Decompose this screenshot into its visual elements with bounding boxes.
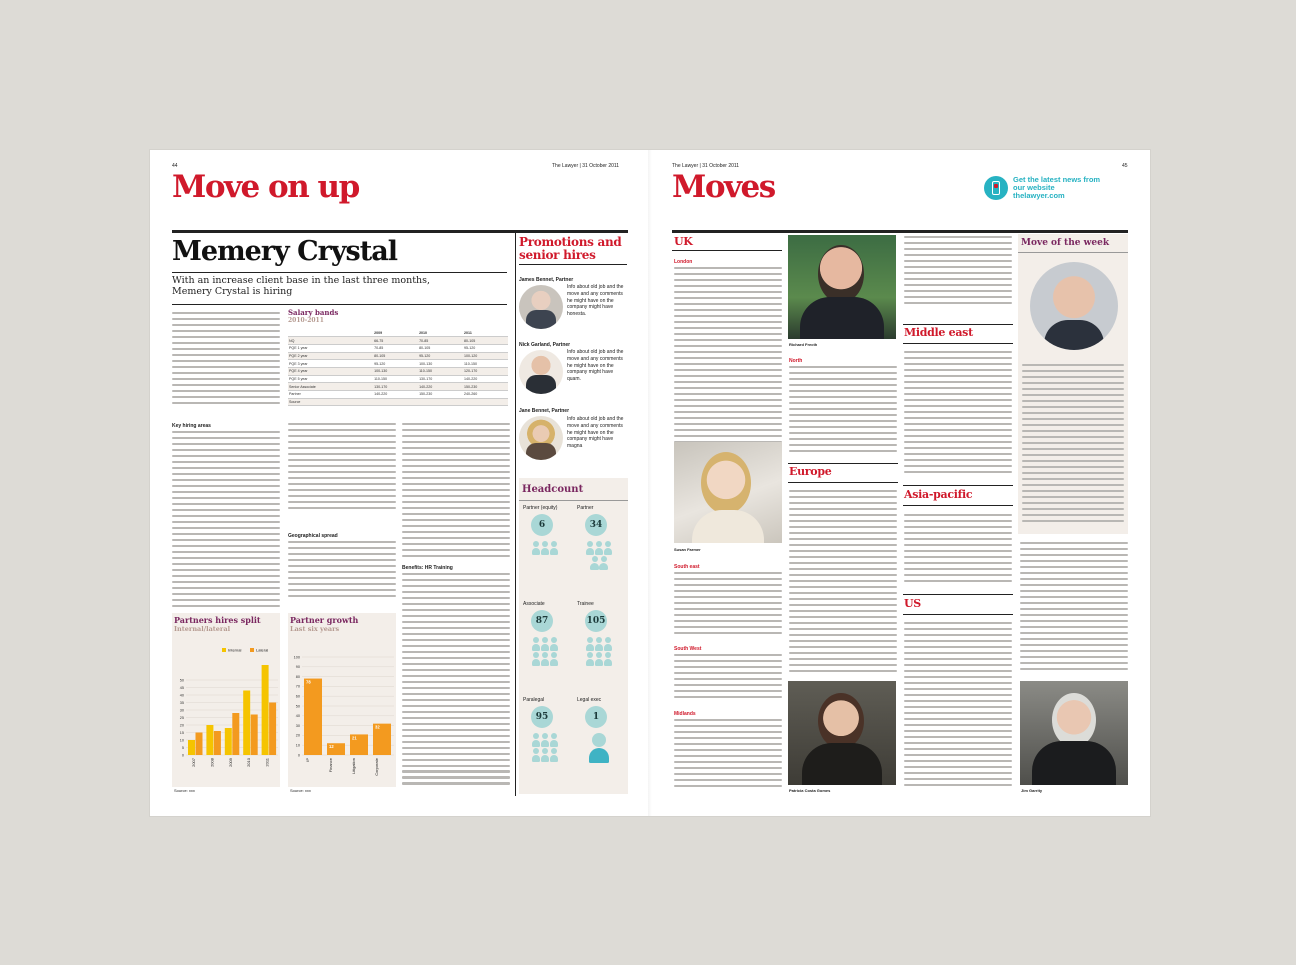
salary-col-header: 2010 [418, 329, 463, 337]
headline-rule [172, 272, 507, 273]
bar-lateral [269, 703, 276, 756]
salary-cell: 100-120 [463, 352, 508, 360]
bar-internal [225, 728, 232, 755]
headcount-label: Partner (equity) [523, 505, 558, 511]
salary-cell [463, 398, 508, 406]
y-tick-label: 10 [179, 738, 184, 743]
body-col-3a [402, 423, 510, 563]
headcount-title: Headcount [522, 484, 584, 495]
salary-cell [373, 398, 418, 406]
salary-row [288, 375, 508, 383]
web-promo-text: Get the latest news from our website thelawyer.com [1013, 175, 1101, 200]
partners-chart-title [174, 616, 261, 633]
salary-cell: Partner [288, 391, 373, 399]
partners-source: Source: xxx [174, 788, 195, 793]
headcount-cell [523, 601, 573, 671]
ap-rule-top [903, 485, 1013, 486]
salary-cell: NQ [288, 337, 373, 345]
x-tick-label: Corporate [374, 758, 379, 776]
salary-row [288, 398, 508, 406]
col4-text [1020, 542, 1128, 674]
section-us: US [904, 597, 921, 610]
headcount-cell [523, 697, 573, 767]
y-tick-label: 100 [293, 655, 300, 660]
salary-cell: 110-150 [418, 367, 463, 375]
salary-cell: 80-105 [418, 344, 463, 352]
data-label: 78 [306, 679, 311, 685]
y-tick-label: 70 [295, 684, 300, 689]
page-number-right: 45 [1122, 163, 1128, 169]
headcount-value: 105 [585, 610, 607, 632]
salary-cell: 110-150 [373, 375, 418, 383]
sub-south-west: South West [674, 646, 702, 652]
body-col-1 [172, 431, 280, 611]
growth-chart-subtitle: Last six years [290, 625, 340, 633]
x-tick-label: 2009 [227, 758, 233, 767]
salary-col-header [288, 329, 373, 337]
salary-cell: PQE 4 year [288, 367, 373, 375]
salary-cell: 66-75 [373, 337, 418, 345]
sidebar-title-rule [519, 264, 627, 265]
bar-internal [243, 691, 250, 756]
y-tick-label: 15 [179, 730, 184, 735]
photo-richard-lewis [1030, 262, 1118, 350]
salary-cell: 150-230 [463, 383, 508, 391]
legend-swatch [250, 648, 254, 652]
salary-cell: 150-230 [418, 391, 463, 399]
promo-3-name: Jane Bennet, Partner [519, 408, 570, 414]
growth-source: Source: xxx [290, 788, 311, 793]
masthead-right: Moves [672, 169, 775, 205]
bar-lateral [196, 733, 203, 756]
caption-patricia: Patricia Costa Gomes [789, 788, 831, 793]
salary-cell: PQE 1 year [288, 344, 373, 352]
y-tick-label: 45 [179, 685, 184, 690]
headcount-value: 1 [585, 706, 607, 728]
bar [304, 679, 322, 755]
photo-richard-frecth [788, 235, 896, 339]
salary-cell: 110-150 [463, 360, 508, 368]
move-of-week-text [1022, 364, 1124, 529]
salary-cell: 80-105 [373, 352, 418, 360]
section-uk: UK [674, 235, 693, 248]
sub-south-east: South east [674, 564, 700, 570]
body-col-3b [402, 573, 510, 793]
promo-1-photo [519, 285, 563, 329]
us-text [904, 622, 1012, 794]
europe-text [789, 490, 897, 675]
photo-patricia-costa-gomes [788, 681, 896, 785]
sw-text [674, 654, 782, 704]
salary-cell [418, 398, 463, 406]
y-tick-label: 50 [179, 678, 184, 683]
y-tick-label: 35 [179, 700, 184, 705]
x-tick-label: 2008 [209, 758, 215, 767]
y-tick-label: 20 [179, 723, 184, 728]
sidebar-title: Promotions and senior hires [519, 235, 622, 262]
midlands-text [674, 719, 782, 795]
salary-row [288, 367, 508, 375]
y-tick-label: 0 [181, 753, 184, 758]
subhead-key-hiring: Key hiring areas [172, 423, 211, 429]
partners-chart-subtitle: Internal/lateral [174, 625, 231, 633]
y-tick-label: 30 [179, 708, 184, 713]
headcount-label: Trainee [577, 601, 594, 607]
legend-swatch [222, 648, 226, 652]
bar-internal [206, 725, 213, 755]
folio: The Lawyer | 31 October 2011 [552, 163, 620, 169]
se-text [674, 572, 782, 638]
section-asia-pacific: Asia-pacific [904, 488, 973, 501]
x-tick-label: IP [305, 758, 310, 762]
salary-row [288, 360, 508, 368]
y-tick-label: 30 [295, 723, 300, 728]
y-tick-label: 40 [179, 693, 184, 698]
web-promo[interactable] [984, 176, 1105, 200]
headcount-cell [577, 601, 627, 671]
data-label: 21 [352, 735, 357, 741]
x-tick-label: Finance [328, 758, 333, 773]
me-rule [903, 343, 1013, 344]
headcount-value: 95 [531, 706, 553, 728]
body-col-2b [288, 541, 396, 601]
me-rule-top [903, 324, 1013, 325]
europe-rule [788, 482, 898, 483]
subhead-geo: Geographical spread [288, 533, 338, 539]
right-page [672, 150, 1128, 816]
legend-label: Lateral [256, 647, 269, 653]
bar-lateral [251, 715, 258, 756]
ap-rule [903, 505, 1013, 506]
people-icon [577, 733, 627, 777]
mow-rule [1018, 252, 1128, 253]
people-icon [523, 541, 573, 585]
y-tick-label: 0 [297, 753, 300, 758]
salary-cell: 80-105 [463, 337, 508, 345]
y-tick-label: 20 [295, 733, 300, 738]
salary-cell: 140-220 [418, 383, 463, 391]
salary-cell: 100-130 [418, 360, 463, 368]
x-tick-label: Litigation [351, 758, 356, 775]
data-label: 12 [329, 744, 334, 750]
bar-lateral [214, 731, 221, 755]
salary-row [288, 344, 508, 352]
promo-3-photo [519, 416, 563, 460]
people-icon [523, 637, 573, 681]
salary-cell: PQE 3 year [288, 360, 373, 368]
salary-cell: 130-170 [373, 383, 418, 391]
bar-internal [262, 665, 269, 755]
salary-row [288, 337, 508, 345]
promo-2-name: Nick Garland, Partner [519, 342, 571, 348]
sub-midlands: Midlands [674, 711, 696, 717]
partners-chart [172, 635, 280, 785]
move-of-week-title: Move of the week [1021, 238, 1110, 248]
asia-pacific-text [904, 514, 1012, 590]
y-tick-label: 50 [295, 704, 300, 709]
salary-cell: 70-85 [418, 337, 463, 345]
headcount-value: 87 [531, 610, 553, 632]
salary-cell: Source [288, 398, 373, 406]
headcount-cell [523, 505, 573, 575]
headcount-cell [577, 697, 627, 767]
move-of-week-box [1018, 234, 1128, 534]
salary-cell: 140-220 [463, 375, 508, 383]
partners-chart-title-text: Partners hires split [174, 615, 261, 625]
salary-table [288, 308, 508, 406]
y-tick-label: 25 [179, 715, 184, 720]
salary-cell: 70-85 [373, 344, 418, 352]
y-tick-label: 60 [295, 694, 300, 699]
standfirst: With an increase client base in the last three months, Memery Crystal is hiring [172, 275, 431, 297]
y-tick-label: 90 [295, 665, 300, 670]
folio-right: The Lawyer | 31 October 2011 [672, 163, 740, 169]
us-rule [903, 614, 1013, 615]
sidebar-divider [515, 230, 516, 796]
y-tick-label: 80 [295, 674, 300, 679]
photo-susan-farmer [674, 442, 782, 543]
headcount-value: 6 [531, 514, 553, 536]
uk-rule [672, 250, 782, 251]
standfirst-rule [172, 304, 507, 305]
headcount-label: Associate [523, 601, 545, 607]
growth-chart-title [290, 616, 358, 633]
partners-chart-box [172, 613, 280, 787]
middle-east-text [904, 351, 1012, 477]
x-tick-label: 2010 [246, 758, 252, 767]
bar-internal [188, 740, 195, 755]
y-tick-label: 10 [295, 743, 300, 748]
gutter [648, 150, 652, 816]
salary-col-header: 2011 [463, 329, 508, 337]
europe-rule-top [788, 463, 898, 464]
x-tick-label: 2011 [264, 758, 270, 767]
masthead-rule-right [672, 230, 1128, 233]
salary-cell: 140-220 [373, 391, 418, 399]
phone-icon [984, 176, 1008, 200]
x-tick-label: 2007 [191, 758, 196, 767]
headcount-cell [577, 505, 627, 575]
caption-jim-garrity: Jim Garrity [1021, 788, 1043, 793]
salary-row [288, 383, 508, 391]
salary-cell: 95-120 [373, 360, 418, 368]
sub-north: North [789, 358, 803, 364]
page-number: 44 [172, 163, 178, 169]
salary-col-header: 2009 [373, 329, 418, 337]
promo-2-photo [519, 350, 563, 394]
salary-cell: 130-170 [418, 375, 463, 383]
people-icon [577, 637, 627, 681]
caption-susan-farmer: Susan Farmer [674, 547, 701, 552]
subhead-benefits: Benefits: HR Training [402, 565, 453, 571]
salary-cell: PQE 2 year [288, 352, 373, 360]
y-tick-label: 5 [181, 745, 184, 750]
headline: Memery Crystal [172, 236, 397, 267]
sub-london: London [674, 259, 693, 265]
people-icon [523, 733, 573, 777]
headcount-label: Paralegal [523, 697, 545, 703]
growth-chart [288, 635, 396, 785]
growth-chart-title-text: Partner growth [290, 615, 359, 625]
photo-jim-garrity [1020, 681, 1128, 785]
salary-row [288, 391, 508, 399]
legend-label: Internal [228, 647, 242, 653]
headcount-label: Legal exec [577, 697, 602, 703]
headcount-rule [519, 500, 628, 501]
intro-text [172, 312, 280, 412]
growth-chart-box [288, 613, 396, 787]
salary-cell: 100-130 [373, 367, 418, 375]
salary-title: Salary bands [288, 308, 339, 317]
people-icon [577, 541, 627, 585]
data-label: 32 [375, 724, 380, 730]
body-col-2a [288, 423, 396, 515]
promo-1-text: Info about old job and the move and any comments he might have on the company might have honesta. [567, 284, 624, 318]
caption-richard-frecth: Richard Frecth [789, 342, 818, 347]
salary-row [288, 352, 508, 360]
y-tick-label: 40 [295, 714, 300, 719]
col3-top-text [904, 236, 1012, 308]
magazine-spread [150, 150, 1150, 816]
salary-cell: 95-120 [418, 352, 463, 360]
left-page [172, 150, 628, 816]
headcount-value: 34 [585, 514, 607, 536]
bar-lateral [232, 713, 239, 755]
salary-cell: 95-120 [463, 344, 508, 352]
salary-cell: 120-170 [463, 367, 508, 375]
salary-cell: PQE 5 year [288, 375, 373, 383]
uk-london-text [674, 267, 782, 447]
promo-1-name: James Bennet, Partner [519, 277, 574, 283]
masthead: Move on up [172, 169, 359, 205]
section-middle-east: Middle east [904, 326, 973, 339]
section-europe: Europe [789, 465, 832, 478]
sidebar [515, 230, 628, 796]
salary-subtitle: 2010-2011 [288, 317, 324, 324]
salary-cell: 240-260 [463, 391, 508, 399]
salary-grid [288, 329, 508, 406]
headcount-box [519, 478, 628, 794]
salary-header-row [288, 329, 508, 337]
promo-3-text: Info about old job and the move and any comments he might have on the company might have magna [567, 416, 624, 450]
promo-2-text: Info about old job and the move and any comments he might have on the company might have quam. [567, 349, 624, 383]
north-text [789, 366, 897, 460]
us-rule-top [903, 594, 1013, 595]
salary-cell: Senior Associate [288, 383, 373, 391]
headcount-label: Partner [577, 505, 594, 511]
